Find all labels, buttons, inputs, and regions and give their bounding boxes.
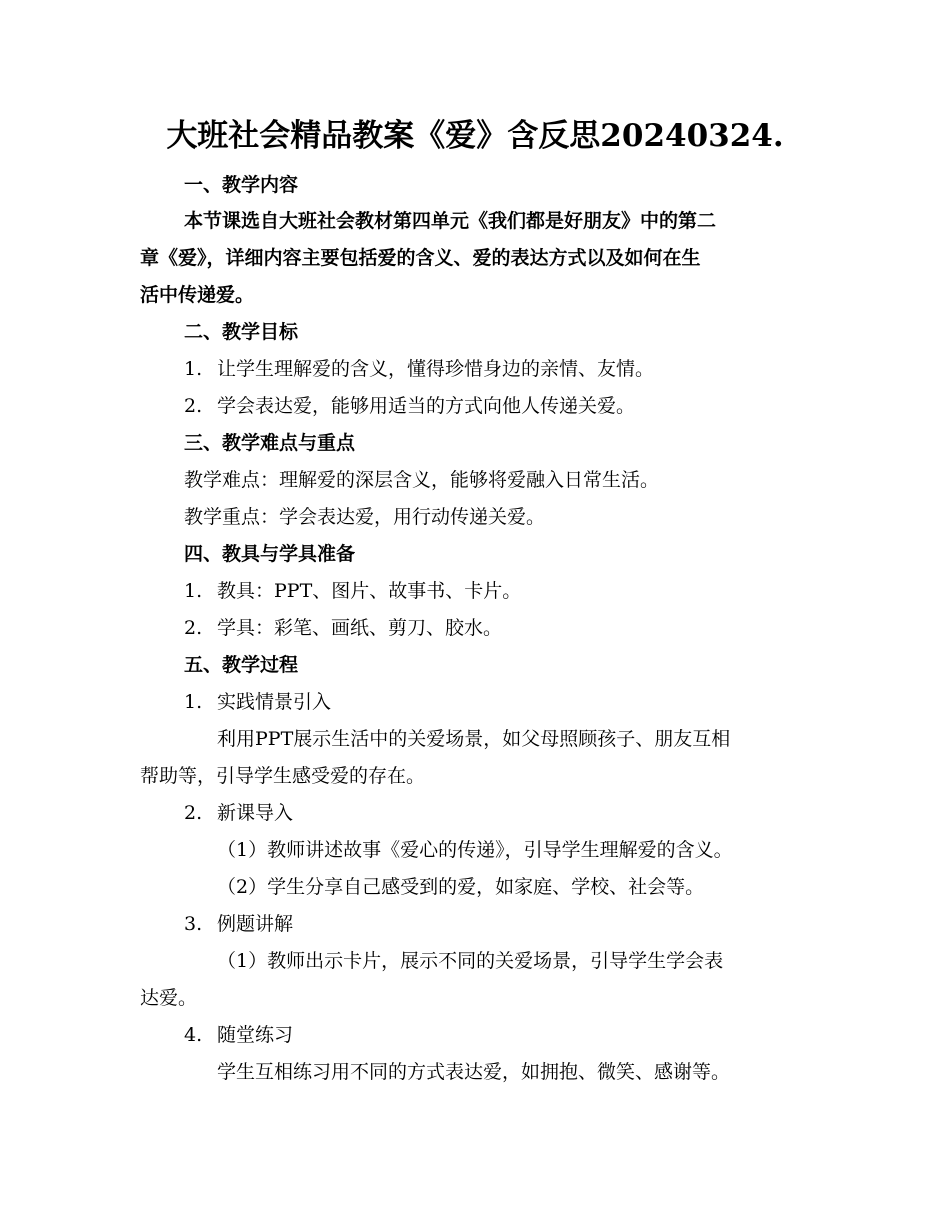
list-item-number: 2. — [184, 617, 203, 639]
list-item-number: 2. — [184, 395, 203, 417]
list-item-number: 1. — [184, 358, 203, 380]
paragraph-line: 帮助等，引导学生感受爱的存在。 — [140, 765, 426, 787]
paragraph-line: 利用PPT展示生活中的关爱场景，如父母照顾孩子、朋友互相 — [217, 728, 731, 750]
step-title: 新课导入 — [217, 802, 294, 824]
step-title: 例题讲解 — [217, 913, 294, 935]
paragraph-line: 本节课选自大班社会教材第四单元《我们都是好朋友》中的第二 — [184, 210, 717, 232]
sub-item: （1）教师讲述故事《爱心的传递》，引导学生理解爱的含义。 — [217, 839, 733, 861]
step-title: 随堂练习 — [217, 1024, 294, 1046]
step-number: 4. — [184, 1024, 203, 1046]
list-item — [184, 393, 635, 419]
section-heading-process: 五、教学过程 — [184, 654, 299, 676]
sub-item: （1）教师出示卡片，展示不同的关爱场景，引导学生学会表 — [217, 950, 724, 972]
paragraph-line: 活中传递爱。 — [140, 284, 255, 306]
paragraph-line: 教学重点：学会表达爱，用行动传递关爱。 — [184, 506, 546, 528]
step-heading — [184, 800, 293, 826]
list-item — [184, 356, 654, 382]
step-heading — [184, 1022, 293, 1048]
section-heading-key-points: 三、教学难点与重点 — [184, 432, 356, 454]
paragraph-line: 教学难点：理解爱的深层含义，能够将爱融入日常生活。 — [184, 469, 660, 491]
list-item-text: 让学生理解爱的含义，懂得珍惜身边的亲情、友情。 — [217, 358, 655, 380]
step-heading — [184, 911, 293, 937]
paragraph-line: 达爱。 — [140, 987, 198, 1009]
step-number: 1. — [184, 691, 203, 713]
document-title: 大班社会精品教案《爱》含反思20240324. — [166, 118, 784, 154]
list-item-number: 1. — [184, 580, 203, 602]
step-heading — [184, 689, 331, 715]
paragraph-line: 学生互相练习用不同的方式表达爱，如拥抱、微笑、感谢等。 — [217, 1061, 731, 1083]
sub-item: （2）学生分享自己感受到的爱，如家庭、学校、社会等。 — [217, 876, 705, 898]
list-item-text: 教具：PPT、图片、故事书、卡片。 — [217, 580, 522, 602]
section-heading-materials: 四、教具与学具准备 — [184, 543, 356, 565]
section-heading-content: 一、教学内容 — [184, 174, 299, 196]
step-title: 实践情景引入 — [217, 691, 332, 713]
list-item-text: 学会表达爱，能够用适当的方式向他人传递关爱。 — [217, 395, 636, 417]
list-item-text: 学具：彩笔、画纸、剪刀、胶水。 — [217, 617, 503, 639]
list-item — [184, 615, 502, 641]
paragraph-line: 章《爱》，详细内容主要包括爱的含义、爱的表达方式以及如何在生 — [140, 247, 701, 269]
step-number: 2. — [184, 802, 203, 824]
step-number: 3. — [184, 913, 203, 935]
list-item — [184, 578, 521, 604]
section-heading-goals: 二、教学目标 — [184, 321, 299, 343]
